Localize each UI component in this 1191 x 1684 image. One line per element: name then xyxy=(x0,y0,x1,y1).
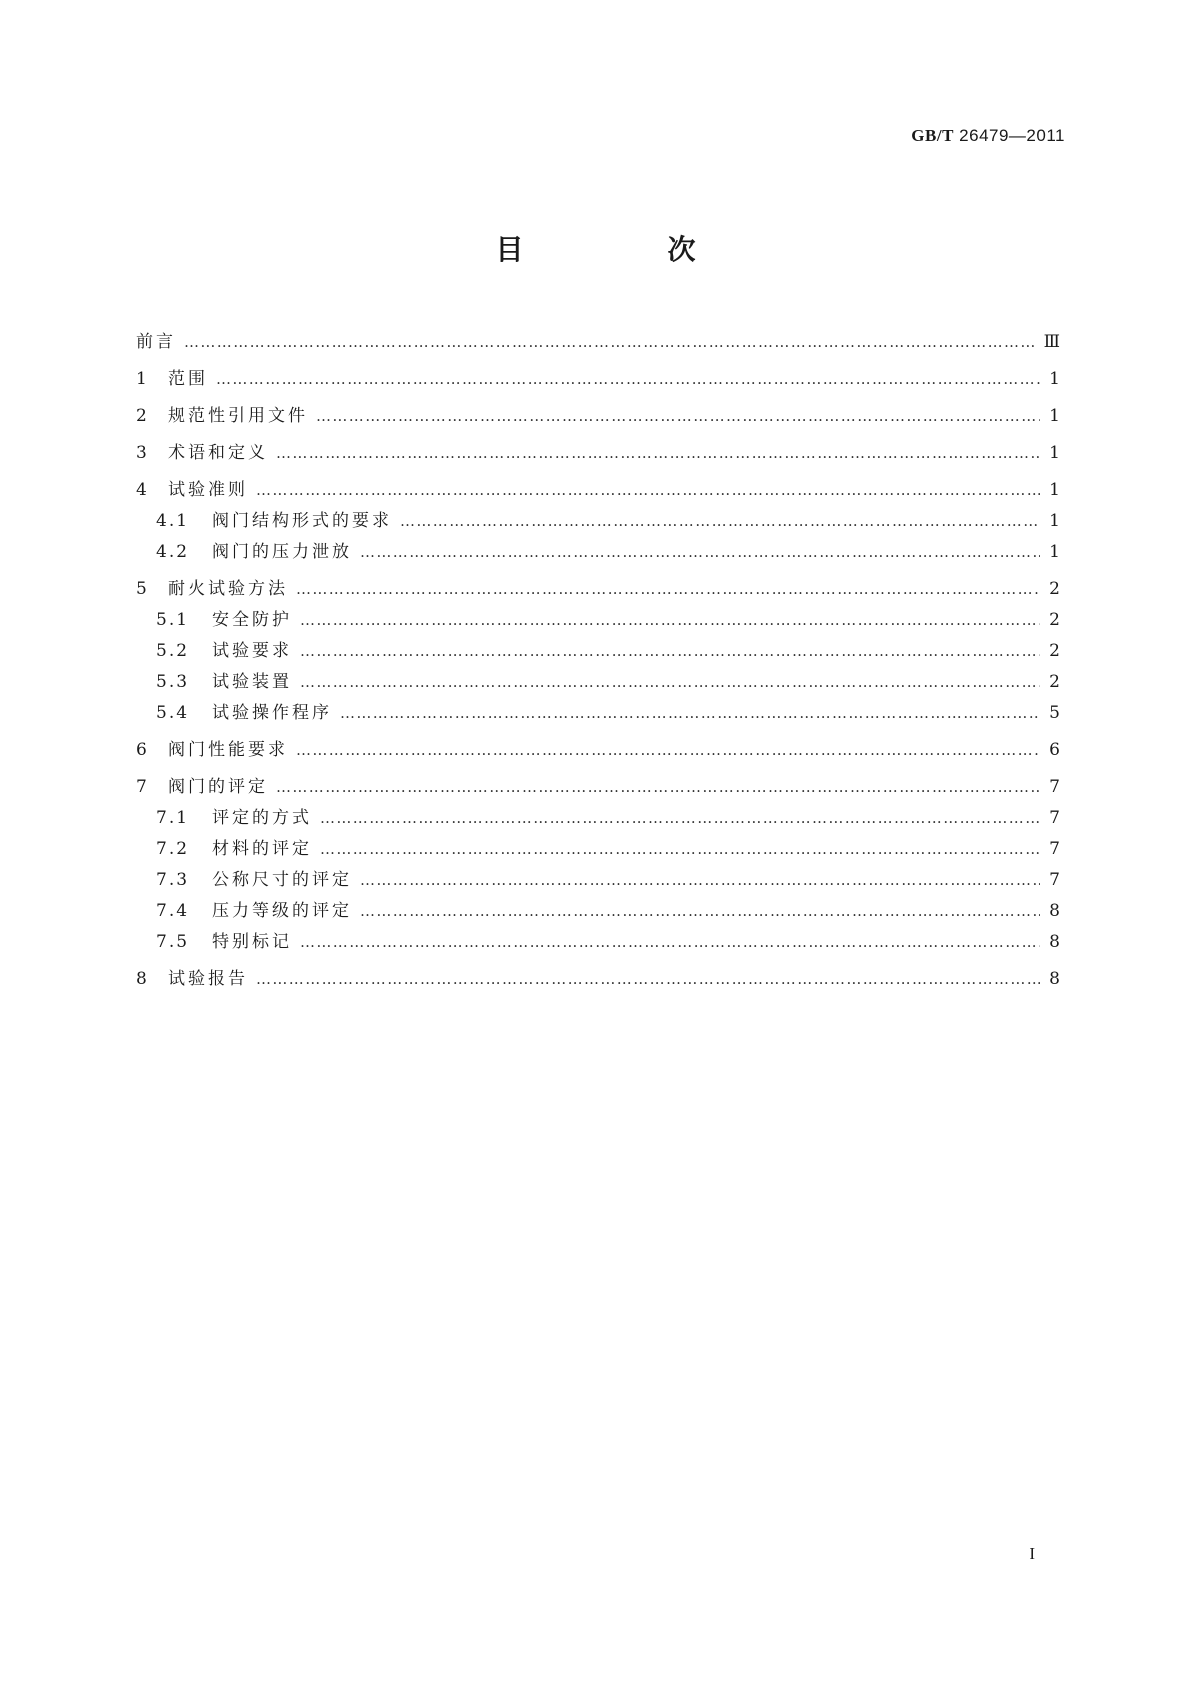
toc-entry-label: 压力等级的评定 xyxy=(212,901,352,921)
toc-entry[interactable] xyxy=(136,506,1060,537)
dot-leader xyxy=(300,636,1040,667)
dot-leader xyxy=(320,834,1040,865)
standard-code: 26479—2011 xyxy=(959,126,1065,145)
dot-leader xyxy=(360,537,1040,568)
toc-entry-number: 7.1 xyxy=(156,808,190,828)
toc-entry-label: 阀门性能要求 xyxy=(168,740,288,760)
dot-leader xyxy=(340,698,1040,729)
toc-entry[interactable] xyxy=(136,927,1060,958)
toc-entry-page: 1 xyxy=(1049,480,1060,500)
toc-entry-label: 试验准则 xyxy=(168,480,248,500)
page-number: I xyxy=(1029,1544,1035,1563)
dot-leader xyxy=(216,364,1040,395)
toc-entry-label: 范围 xyxy=(168,369,208,389)
toc-entry-page: 1 xyxy=(1049,406,1060,426)
toc-entry[interactable] xyxy=(136,667,1060,698)
dot-leader xyxy=(276,772,1040,803)
toc-entry[interactable] xyxy=(136,574,1060,605)
dot-leader xyxy=(184,327,1036,358)
toc-entry[interactable] xyxy=(136,475,1060,506)
toc-entry[interactable] xyxy=(136,364,1060,395)
toc-entry-page: 7 xyxy=(1049,839,1060,859)
toc-entry-page: Ⅲ xyxy=(1043,332,1060,352)
toc-entry-label: 规范性引用文件 xyxy=(168,406,308,426)
toc-entry-label: 安全防护 xyxy=(212,610,292,630)
toc-entry-page: 1 xyxy=(1049,443,1060,463)
toc-entry-number: 7.2 xyxy=(156,839,190,859)
toc-entry[interactable] xyxy=(136,834,1060,865)
toc-entry-number: 5.2 xyxy=(156,641,190,661)
toc-entry[interactable] xyxy=(136,636,1060,667)
dot-leader xyxy=(256,964,1040,995)
toc-entry[interactable] xyxy=(136,698,1060,729)
dot-leader xyxy=(300,927,1040,958)
dot-leader xyxy=(400,506,1040,537)
toc-entry-page: 2 xyxy=(1049,672,1060,692)
toc-entry-number: 7.5 xyxy=(156,932,190,952)
toc-entry-label: 试验装置 xyxy=(212,672,292,692)
toc-entry-label: 材料的评定 xyxy=(212,839,312,859)
dot-leader xyxy=(300,605,1040,636)
toc-entry-page: 5 xyxy=(1049,703,1060,723)
dot-leader xyxy=(360,896,1040,927)
toc-entry[interactable] xyxy=(136,537,1060,568)
standard-prefix: GB/T xyxy=(911,126,954,145)
toc-entry-label: 评定的方式 xyxy=(212,808,312,828)
toc-entry-page: 6 xyxy=(1049,740,1060,760)
toc-entry-label: 特别标记 xyxy=(212,932,292,952)
toc-entry[interactable] xyxy=(136,735,1060,766)
dot-leader xyxy=(296,735,1040,766)
dot-leader xyxy=(300,667,1040,698)
toc-entry-page: 8 xyxy=(1049,932,1060,952)
page-title: 目 次 xyxy=(495,233,754,266)
toc-entry-label: 阀门的压力泄放 xyxy=(212,542,352,562)
toc-entry-page: 7 xyxy=(1049,777,1060,797)
dot-leader xyxy=(316,401,1040,432)
toc-entry-label: 前言 xyxy=(136,332,176,352)
toc-entry[interactable] xyxy=(136,438,1060,469)
toc-entry-number: 4.1 xyxy=(156,511,190,531)
toc-entry-number: 5.1 xyxy=(156,610,190,630)
toc-entry-number: 8 xyxy=(136,969,149,989)
toc-entry-page: 1 xyxy=(1049,542,1060,562)
toc-entry-page: 8 xyxy=(1049,901,1060,921)
toc-entry-page: 1 xyxy=(1049,511,1060,531)
toc-entry-label: 试验操作程序 xyxy=(212,703,332,723)
toc-entry[interactable] xyxy=(136,896,1060,927)
toc-entry-page: 2 xyxy=(1049,641,1060,661)
toc-entry-number: 7 xyxy=(136,777,149,797)
dot-leader xyxy=(360,865,1040,896)
toc-entry-page: 8 xyxy=(1049,969,1060,989)
toc-entry[interactable] xyxy=(136,605,1060,636)
toc-entry-number: 1 xyxy=(136,369,149,389)
dot-leader xyxy=(296,574,1040,605)
toc-entry[interactable] xyxy=(136,865,1060,896)
toc-entry-label: 阀门结构形式的要求 xyxy=(212,511,392,531)
toc-entry[interactable] xyxy=(136,964,1060,995)
dot-leader xyxy=(256,475,1040,506)
toc-entry-number: 5.3 xyxy=(156,672,190,692)
table-of-contents xyxy=(136,327,1060,995)
toc-entry[interactable] xyxy=(136,803,1060,834)
toc-entry-number: 2 xyxy=(136,406,149,426)
toc-entry-page: 2 xyxy=(1049,610,1060,630)
toc-entry-page: 7 xyxy=(1049,870,1060,890)
standard-number xyxy=(911,126,1065,146)
toc-entry-number: 4.2 xyxy=(156,542,190,562)
toc-entry-number: 5.4 xyxy=(156,703,190,723)
toc-entry[interactable] xyxy=(136,327,1060,358)
toc-entry-number: 6 xyxy=(136,740,149,760)
dot-leader xyxy=(320,803,1040,834)
toc-entry[interactable] xyxy=(136,772,1060,803)
toc-entry-label: 阀门的评定 xyxy=(168,777,268,797)
toc-entry-page: 7 xyxy=(1049,808,1060,828)
toc-entry[interactable] xyxy=(136,401,1060,432)
toc-entry-label: 公称尺寸的评定 xyxy=(212,870,352,890)
toc-entry-page: 2 xyxy=(1049,579,1060,599)
dot-leader xyxy=(276,438,1040,469)
toc-entry-number: 7.4 xyxy=(156,901,190,921)
toc-entry-label: 试验报告 xyxy=(168,969,248,989)
toc-entry-number: 3 xyxy=(136,443,149,463)
toc-entry-number: 5 xyxy=(136,579,149,599)
toc-entry-page: 1 xyxy=(1049,369,1060,389)
toc-entry-label: 试验要求 xyxy=(212,641,292,661)
toc-entry-number: 4 xyxy=(136,480,149,500)
toc-entry-number: 7.3 xyxy=(156,870,190,890)
toc-entry-label: 术语和定义 xyxy=(168,443,268,463)
toc-entry-label: 耐火试验方法 xyxy=(168,579,288,599)
